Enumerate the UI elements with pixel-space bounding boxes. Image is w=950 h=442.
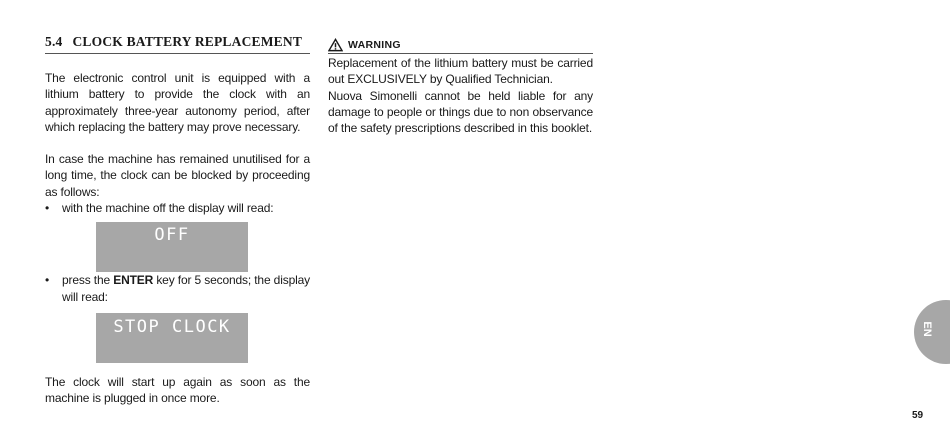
bullet-dot: • <box>45 201 50 216</box>
section-heading <box>45 34 310 54</box>
warning-heading <box>328 38 593 54</box>
liability-text: Nuova Simonelli cannot be held liable for any damage to people or things due to non observance of the safety prescriptions described in this booklet. <box>328 88 593 136</box>
display-panel <box>96 222 248 272</box>
left-column <box>45 34 310 407</box>
list-item <box>45 272 310 305</box>
right-column <box>328 38 593 136</box>
procedure-list <box>45 272 310 305</box>
list-item <box>45 200 310 216</box>
warning-label: WARNING <box>348 39 401 51</box>
intro-paragraph: The electronic control unit is equipped with a lithium battery to provide the clock with an approximately three-year autonomy period, after which replacing the battery may prove necessary. <box>45 71 310 134</box>
procedure-list <box>45 200 310 216</box>
bullet-text-pre: press the <box>62 273 114 288</box>
section-number: 5.4 <box>45 34 63 49</box>
display-text: STOP CLOCK <box>113 316 231 337</box>
warning-text: Replacement of the lithium battery must be carried out EXCLUSIVELY by Qualified Technician. <box>328 56 593 87</box>
closing-paragraph: The clock will start up again as soon as the machine is plugged in once more. <box>45 374 310 406</box>
language-tab-label: EN <box>921 321 933 337</box>
display-text: OFF <box>154 225 190 246</box>
display-panel <box>96 313 248 363</box>
bullet-text: with the machine off the display will read: <box>62 201 274 216</box>
warning-triangle-icon <box>328 38 343 52</box>
enter-key-label: ENTER <box>113 273 154 288</box>
bullet-dot: • <box>45 273 50 288</box>
procedure-paragraph: In case the machine has remained unutilised for a long time, the clock can be blocked by proceeding as follows: <box>45 152 310 199</box>
section-title: CLOCK BATTERY REPLACEMENT <box>72 34 303 49</box>
page-number: 59 <box>912 410 924 421</box>
bullet-text-post: key for 5 seconds; the display will read: <box>62 273 310 304</box>
